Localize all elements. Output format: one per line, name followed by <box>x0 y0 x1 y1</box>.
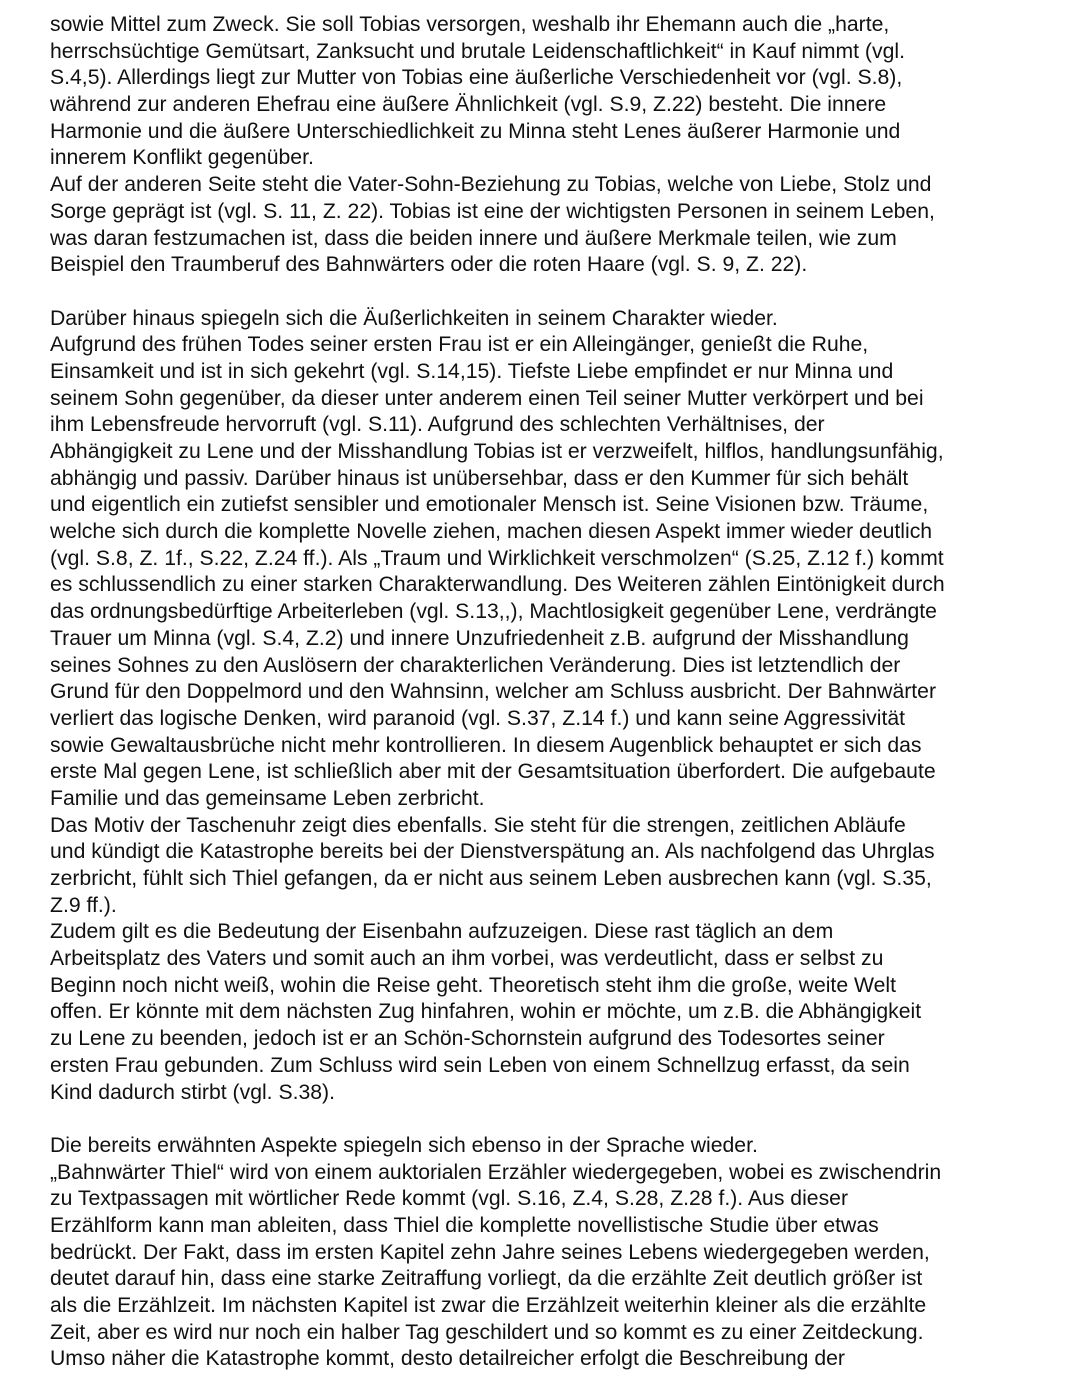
text-line: während zur anderen Ehefrau eine äußere Ähnlichkeit (vgl. S.9, Z.22) besteht. Die innere <box>50 93 887 117</box>
document-page <box>50 12 1050 1373</box>
text-line: Harmonie und die äußere Unterschiedlichkeit zu Minna steht Lenes äußerer Harmonie und <box>50 119 901 143</box>
text-line: Abhängigkeit zu Lene und der Misshandlung Tobias ist er verzweifelt, hilflos, handlungsunfähig, <box>50 440 944 463</box>
text-line: innerem Konflikt gegenüber. <box>50 146 314 170</box>
text-line: sowie Gewaltausbrüche nicht mehr kontrollieren. In diesem Augenblick behauptet er sich das <box>50 733 922 757</box>
text-line: Darüber hinaus spiegeln sich die Äußerlichkeiten in seinem Charakter wieder. <box>50 306 778 330</box>
text-line: Zudem gilt es die Bedeutung der Eisenbahn aufzuzeigen. Diese rast täglich an dem <box>50 920 834 944</box>
text-line: erste Mal gegen Lene, ist schließlich aber mit der Gesamtsituation überfordert. Die aufgebaute <box>50 760 936 784</box>
text-line: zerbricht, fühlt sich Thiel gefangen, da er nicht aus seinem Leben ausbrechen kann (vgl. S.35, <box>50 867 932 890</box>
text-line: es schlussendlich zu einer starken Charakterwandlung. Des Weiteren zählen Eintönigkeit durch <box>50 573 945 597</box>
text-line: welche sich durch die komplette Novelle ziehen, machen diesen Aspekt immer wieder deutlich <box>50 520 933 544</box>
text-line: Erzählform kann man ableiten, dass Thiel die komplette novellistische Studie über etwas <box>50 1213 879 1237</box>
paragraph-spacer <box>50 279 1050 306</box>
text-line: offen. Er könnte mit dem nächsten Zug hinfahren, wohin er möchte, um z.B. die Abhängigkeit <box>50 1000 922 1024</box>
text-line: Arbeitsplatz des Vaters und somit auch an ihm vorbei, was verdeutlicht, dass er selbst zu <box>50 947 884 971</box>
text-line: Trauer um Minna (vgl. S.4, Z.2) und innere Unzufriedenheit z.B. aufgrund der Misshandlung <box>50 626 909 650</box>
text-line: Zeit, aber es wird nur noch ein halber Tag geschildert und so kommt es zu einer Zeitdeckung. <box>50 1320 924 1344</box>
text-line: Einsamkeit und ist in sich gekehrt (vgl. S.14,15). Tiefste Liebe empfindet er nur Minna und <box>50 359 894 383</box>
paragraph-spacer <box>50 1106 1050 1133</box>
text-line: abhängig und passiv. Darüber hinaus ist unübersehbar, dass er den Kummer für sich behält <box>50 466 909 490</box>
text-line: und eigentlich ein zutiefst sensibler und emotionaler Mensch ist. Seine Visionen bzw. Träume, <box>50 493 929 517</box>
text-line: verliert das logische Denken, wird paranoid (vgl. S.37, Z.14 f.) und kann seine Aggressivität <box>50 706 906 730</box>
text-line: seinem Sohn gegenüber, da dieser unter anderem einen Teil seiner Mutter verkörpert und bei <box>50 386 924 410</box>
text-line: Sorge geprägt ist (vgl. S. 11, Z. 22). Tobias ist eine der wichtigsten Personen in seinem Leben, <box>50 199 935 223</box>
text-line: Aufgrund des frühen Todes seiner ersten Frau ist er ein Alleingänger, genießt die Ruhe, <box>50 333 869 357</box>
text-line: ersten Frau gebunden. Zum Schluss wird sein Leben von einem Schnellzug erfasst, da sein <box>50 1053 910 1077</box>
text-line: herrschsüchtige Gemütsart, Zanksucht und brutale Leidenschaftlichkeit“ in Kauf nimmt (vgl. <box>50 39 905 63</box>
text-line: zu Lene zu beenden, jedoch ist er an Schön-Schornstein aufgrund des Todesortes seiner <box>50 1027 885 1051</box>
text-line: Beispiel den Traumberuf des Bahnwärters oder die roten Haare (vgl. S. 9, Z. 22). <box>50 253 808 277</box>
text-line: seines Sohnes zu den Auslösern der charakterlichen Veränderung. Dies ist letztendlich der <box>50 653 901 677</box>
text-line: Grund für den Doppelmord und den Wahnsinn, welcher am Schluss ausbricht. Der Bahnwärter <box>50 680 937 704</box>
text-line: bedrückt. Der Fakt, dass im ersten Kapitel zehn Jahre seines Lebens wiedergegeben werden, <box>50 1240 930 1264</box>
text-line: Umso näher die Katastrophe kommt, desto detailreicher erfolgt die Beschreibung der <box>50 1347 845 1371</box>
text-line: das ordnungsbedürftige Arbeiterleben (vgl. S.13,,), Machtlosigkeit gegenüber Lene, verdrängte <box>50 600 937 624</box>
text-line: deutet darauf hin, dass eine starke Zeitraffung vorliegt, da die erzählte Zeit deutlich größer ist <box>50 1267 923 1291</box>
text-line: Kind dadurch stirbt (vgl. S.38). <box>50 1080 335 1104</box>
text-line: Beginn noch nicht weiß, wohin die Reise geht. Theoretisch steht ihm die große, weite Welt <box>50 973 896 997</box>
text-line: als die Erzählzeit. Im nächsten Kapitel ist zwar die Erzählzeit weiterhin kleiner als die erzählte <box>50 1294 927 1317</box>
text-line: (vgl. S.8, Z. 1f., S.22, Z.24 ff.). Als „Traum und Wirklichkeit verschmolzen“ (S.25, Z.12 f.) kommt <box>50 546 944 570</box>
text-line: und kündigt die Katastrophe bereits bei der Dienstverspätung an. Als nachfolgend das Uhrglas <box>50 840 935 864</box>
text-line: ihm Lebensfreude hervorruft (vgl. S.11). Aufgrund des schlechten Verhältnises, der <box>50 413 825 437</box>
text-line: was daran festzumachen ist, dass die beiden innere und äußere Merkmale teilen, wie zum <box>50 226 897 250</box>
text-line: Auf der anderen Seite steht die Vater-Sohn-Beziehung zu Tobias, welche von Liebe, Stolz und <box>50 173 932 197</box>
text-line: Familie und das gemeinsame Leben zerbricht. <box>50 786 485 810</box>
text-line: sowie Mittel zum Zweck. Sie soll Tobias versorgen, weshalb ihr Ehemann auch die „harte, <box>50 13 890 36</box>
text-line: Die bereits erwähnten Aspekte spiegeln sich ebenso in der Sprache wieder. <box>50 1133 758 1157</box>
text-line: zu Textpassagen mit wörtlicher Rede kommt (vgl. S.16, Z.4, S.28, Z.28 f.). Aus dieser <box>50 1187 849 1211</box>
text-line: Z.9 ff.). <box>50 893 117 917</box>
text-line: S.4,5). Allerdings liegt zur Mutter von Tobias eine äußerliche Verschiedenheit vor (vgl. S.8), <box>50 66 903 90</box>
text-line: „Bahnwärter Thiel“ wird von einem auktorialen Erzähler wiedergegeben, wobei es zwischendrin <box>50 1160 942 1184</box>
text-line: Das Motiv der Taschenuhr zeigt dies ebenfalls. Sie steht für die strengen, zeitlichen Abläufe <box>50 813 906 837</box>
